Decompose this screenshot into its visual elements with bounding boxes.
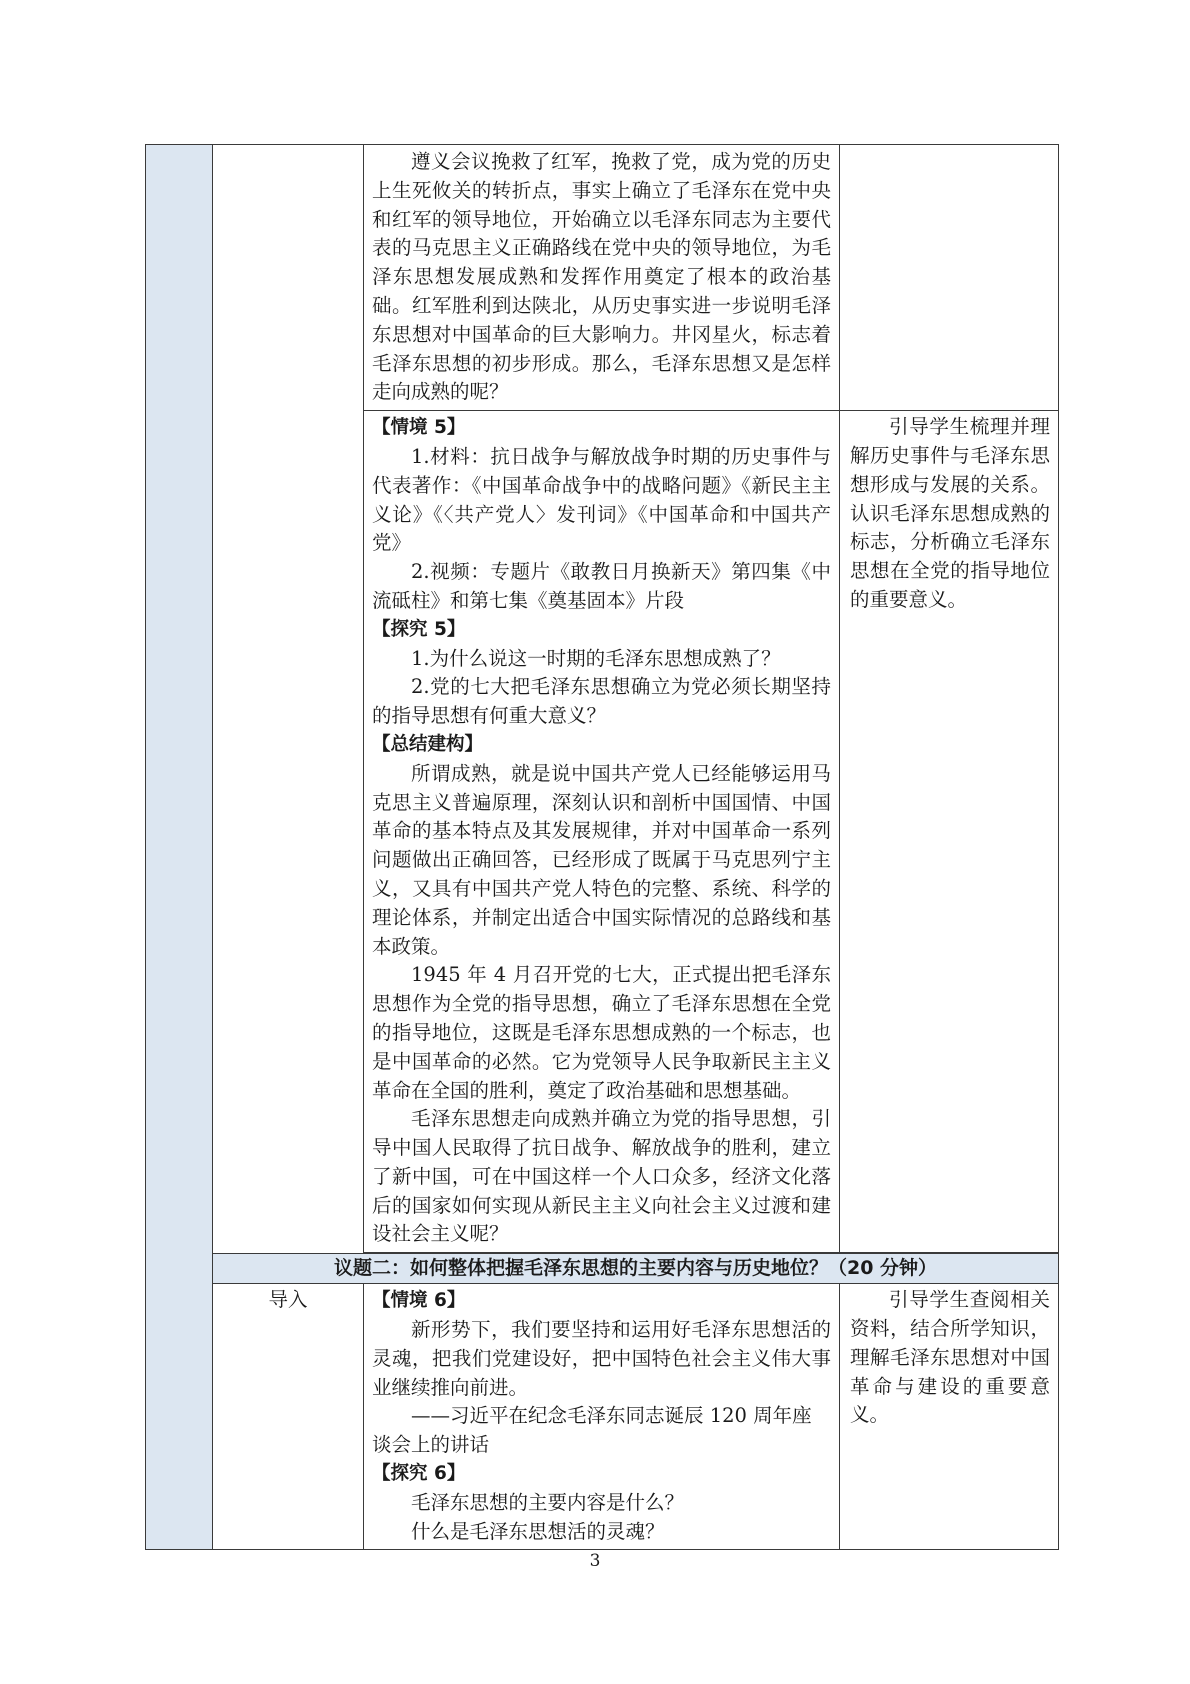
teaching-goal: 引导学生查阅相关资料，结合所学知识，理解毛泽东思想对中国革命与建设的重要意义。 [850, 1288, 1050, 1427]
goal-cell [840, 1284, 1059, 1550]
inquiry-question: 毛泽东思想的主要内容是什么？ [411, 1490, 685, 1514]
content-cell [364, 145, 840, 411]
inquiry-question: 2.党的七大把毛泽东思想确立为党必须长期坚持的指导思想有何重大意义？ [372, 675, 831, 728]
table-row [146, 145, 1059, 411]
inquiry-question: 1.为什么说这一时期的毛泽东思想成熟了？ [411, 646, 781, 670]
step-cell [213, 145, 364, 1254]
inquiry-tag: 【探究 6】 [372, 1463, 466, 1485]
content-cell [364, 411, 840, 1253]
inquiry-question: 什么是毛泽东思想活的灵魂？ [411, 1519, 665, 1543]
side-strip [146, 145, 213, 1550]
topic-row [146, 1254, 1059, 1284]
quote-text: 新形势下，我们要坚持和运用好毛泽东思想活的灵魂，把我们党建设好，把中国特色社会主义伟大事业继续推向前进。 [372, 1318, 831, 1399]
summary-paragraph: 1945 年 4 月召开党的七大，正式提出把毛泽东思想作为全党的指导思想，确立了毛泽东思想在全党的指导地位，这既是毛泽东思想成熟的一个标志，也是中国革命的必然。它为党领导人民争取新民主主义革命在全国的胜利，奠定了政治基础和思想基础。 [372, 963, 831, 1102]
paragraph: 遵义会议挽救了红军，挽救了党，成为党的历史上生死攸关的转折点，事实上确立了毛泽东在党中央和红军的领导地位，开始确立以毛泽东同志为主要代表的马克思主义正确路线在党中央的领导地位，为毛泽东思想发展成熟和发挥作用奠定了根本的政治基础。红军胜利到达陕北，从历史事实进一步说明毛泽东思想对中国革命的巨大影响力。井冈星火，标志着毛泽东思想的初步形成。那么，毛泽东思想又是怎样走向成熟的呢？ [372, 150, 831, 404]
summary-paragraph: 所谓成熟，就是说中国共产党人已经能够运用马克思主义普遍原理，深刻认识和剖析中国国情、中国革命的基本特点及其发展规律，并对中国革命一系列问题做出正确回答，已经形成了既属于马克思列宁主义，又具有中国共产党人特色的完整、系统、科学的理论体系，并制定出适合中国实际情况的总路线和基本政策。 [372, 761, 831, 958]
goal-cell [840, 145, 1059, 411]
step-cell [213, 1284, 364, 1550]
quote-attribution: ——习近平在纪念毛泽东同志诞辰 120 周年座谈会上的讲话 [372, 1404, 812, 1457]
situation-tag: 【情境 6】 [372, 1290, 466, 1312]
step-label: 导入 [268, 1288, 308, 1312]
teaching-goal: 引导学生梳理并理解历史事件与毛泽东思想形成与发展的关系。认识毛泽东思想成熟的标志，分析确立毛泽东思想在全党的指导地位的重要意义。 [850, 415, 1050, 611]
situation-tag: 【情境 5】 [372, 417, 466, 439]
lesson-plan-table [145, 144, 1059, 1550]
topic-title: 议题二：如何整体把握毛泽东思想的主要内容与历史地位？（20 分钟） [213, 1254, 1059, 1284]
situation-video: 2.视频：专题片《敢教日月换新天》第四集《中流砥柱》和第七集《奠基固本》片段 [372, 560, 831, 612]
table-row [146, 1284, 1059, 1550]
content-cell [364, 1284, 840, 1550]
goal-cell [840, 411, 1059, 1253]
situation-material: 1.材料：抗日战争与解放战争时期的历史事件与代表著作：《中国革命战争中的战略问题》《新民主主义论》《〈共产党人〉发刊词》《中国革命和中国共产党》 [372, 444, 831, 555]
summary-tag: 【总结建构】 [372, 733, 484, 755]
summary-paragraph: 毛泽东思想走向成熟并确立为党的指导思想，引导中国人民取得了抗日战争、解放战争的胜利，建立了新中国，可在中国这样一个人口众多，经济文化落后的国家如何实现从新民主主义向社会主义过渡和建设社会主义呢？ [372, 1107, 831, 1246]
page-number: 3 [589, 1551, 601, 1571]
inquiry-tag: 【探究 5】 [372, 618, 466, 640]
